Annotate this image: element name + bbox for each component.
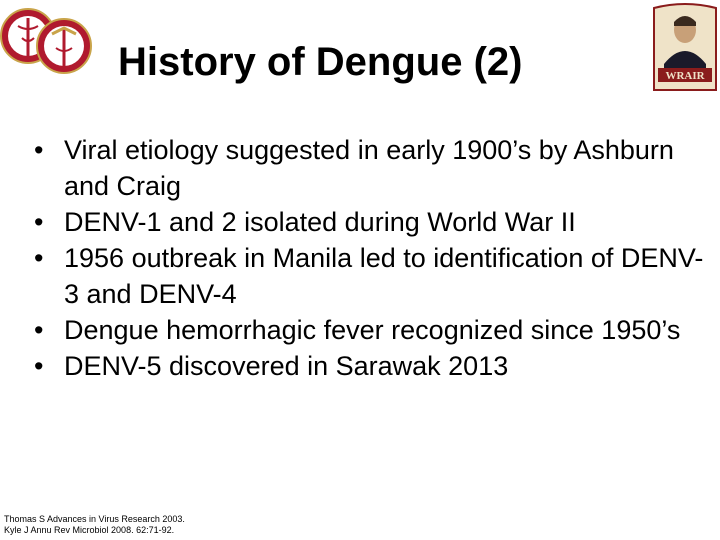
- bullet-text: 1956 outbreak in Manila led to identification of DENV-3 and DENV-4: [64, 243, 704, 309]
- bullet-item: [28, 312, 708, 348]
- bullet-item: [28, 348, 708, 384]
- bullet-item: [28, 204, 708, 240]
- bullet-text: DENV-5 discovered in Sarawak 2013: [64, 351, 509, 381]
- bullet-text: Viral etiology suggested in early 1900’s by Ashburn and Craig: [64, 135, 674, 201]
- reference-line: Kyle J Annu Rev Microbiol 2008. 62:71-92.: [4, 525, 175, 535]
- slide-title: History of Dengue (2): [118, 40, 523, 84]
- bullet-item: [28, 132, 708, 204]
- bullet-text: Dengue hemorrhagic fever recognized since 1950’s: [64, 315, 681, 345]
- bullet-dot: •: [34, 243, 44, 273]
- wrair-text: WRAIR: [665, 70, 705, 82]
- bullet-text: DENV-1 and 2 isolated during World War II: [64, 207, 576, 237]
- caduceus-crest-icon: [0, 0, 92, 80]
- references: [4, 514, 185, 536]
- reference-line: Thomas S Advances in Virus Research 2003.: [4, 514, 185, 524]
- bullet-dot: •: [34, 351, 44, 381]
- bullet-dot: •: [34, 315, 44, 345]
- bullet-dot: •: [34, 207, 44, 237]
- wrair-portrait-logo: [650, 2, 720, 94]
- bullet-list: [28, 132, 708, 384]
- bullet-item: [28, 240, 708, 312]
- bullet-dot: •: [34, 135, 44, 165]
